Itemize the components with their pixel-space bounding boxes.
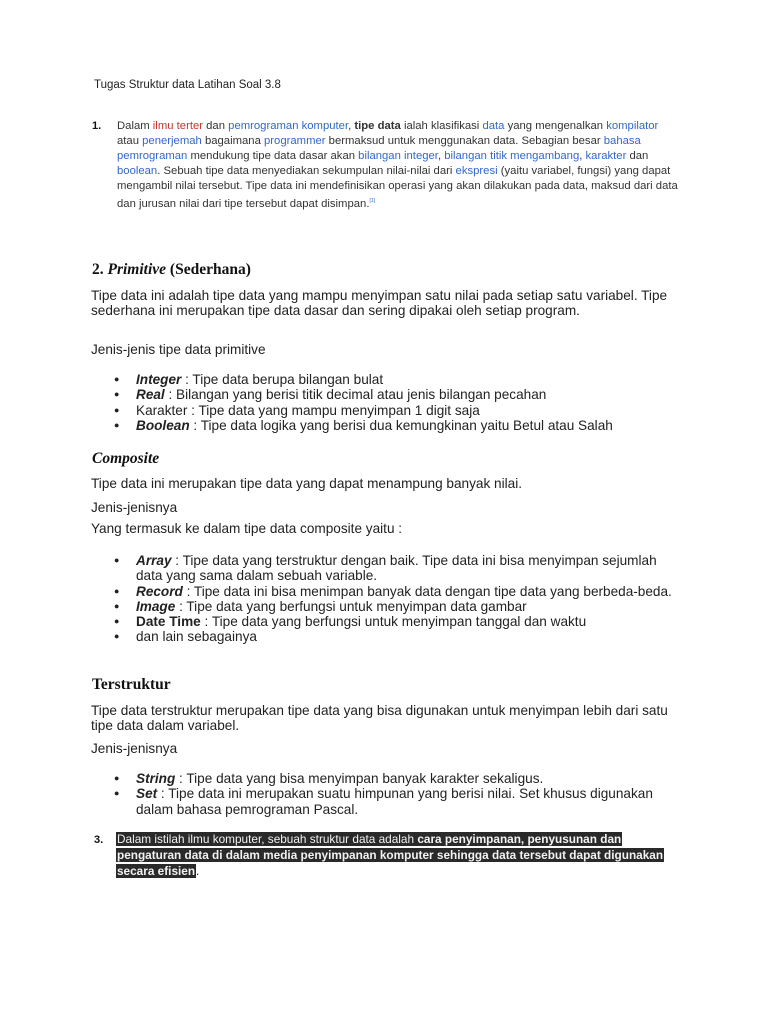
list-item (91, 786, 671, 817)
terstruktur-heading: Terstruktur (92, 676, 171, 693)
primitive-paragraph: Tipe data ini adalah tipe data yang mampu menyimpan satu nilai pada setiap satu variabel. Tipe sederhana ini merupakan tipe data dasar dan sering dipakai oleh setiap program. (91, 288, 668, 319)
bullet-icon: ● (114, 555, 120, 565)
bullet-icon: ● (114, 616, 120, 627)
hyperlink[interactable]: ilmu terter (152, 120, 204, 132)
list-item (91, 418, 711, 433)
bold-term: tipe data (354, 120, 401, 132)
list-item (91, 372, 711, 387)
list-item-term: Real (136, 387, 165, 403)
section-3-number: 3. (94, 834, 104, 846)
list-item-description: : Tipe data berupa bilangan bulat (181, 372, 384, 387)
list-item-description: Karakter : Tipe data yang mampu menyimpan 1 digit saja (136, 402, 480, 418)
list-item-description: : Tipe data yang terstruktur dengan baik. Tipe data ini bisa menyimpan sejumlah data yang sama dalam sebuah variable. (136, 553, 657, 584)
paragraph-text: , (348, 120, 355, 132)
list-item-description: : Tipe data yang berfungsi untuk menyimpan data gambar (175, 598, 527, 614)
paragraph-text: bagaimana (201, 135, 264, 147)
list-item (91, 403, 711, 418)
hyperlink[interactable]: boolean (117, 165, 158, 177)
hyperlink[interactable]: bilangan integer (358, 150, 438, 162)
composite-list (91, 553, 681, 645)
section-1-number: 1. (92, 120, 102, 132)
list-item-term: String (136, 771, 176, 786)
hyperlink[interactable]: karakter (585, 150, 627, 162)
section-1-paragraph (117, 119, 683, 212)
bullet-icon: ● (114, 631, 120, 642)
composite-paragraph: Tipe data ini merupakan tipe data yang dapat menampung banyak nilai. (91, 476, 523, 491)
terstruktur-paragraph: Tipe data terstruktur merupakan tipe data yang bisa digunakan untuk menyimpan lebih dari satu tipe data dalam variabel. (91, 703, 668, 734)
hyperlink[interactable]: kompilator (606, 120, 659, 132)
bullet-icon: ● (114, 600, 120, 611)
list-item (91, 629, 681, 644)
bullet-icon: ● (114, 404, 120, 415)
paragraph-text: bermaksud untuk menggunakan data. Sebagian besar (325, 135, 604, 147)
bullet-icon: ● (114, 419, 120, 430)
bullet-icon: ● (114, 773, 120, 783)
hyperlink[interactable]: data (482, 120, 505, 132)
paragraph-text: ialah klasifikasi (400, 120, 483, 132)
list-item-term: Set (136, 786, 158, 802)
document-title: Tugas Struktur data Latihan Soal 3.8 (94, 79, 281, 91)
list-item-term: Date Time (136, 614, 201, 630)
primitive-heading-number: 2. (92, 261, 104, 278)
paragraph-text: yang mengenalkan (504, 120, 607, 132)
terstruktur-list (91, 771, 671, 817)
hyperlink[interactable]: ekspresi (455, 165, 498, 177)
list-item (91, 599, 681, 614)
list-item-term: Integer (136, 372, 182, 387)
footnote-ref[interactable]: [1] (369, 198, 376, 204)
hyperlink[interactable]: penerjemah (142, 135, 202, 147)
hyperlink[interactable]: programmer (264, 135, 326, 147)
list-item-description: : Tipe data ini bisa menimpan banyak data dengan tipe data yang berbeda-beda. (182, 583, 672, 599)
list-item-term: Record (136, 583, 183, 599)
primitive-heading-subtitle: (Sederhana) (166, 261, 251, 278)
primitive-heading (92, 261, 251, 279)
primitive-list (91, 372, 711, 433)
paragraph-text: Dalam (117, 120, 153, 132)
list-item (91, 614, 681, 629)
list-item (91, 553, 681, 584)
list-item (91, 387, 711, 402)
composite-intro: Yang termasuk ke dalam tipe data composite yaitu : (91, 521, 403, 536)
paragraph-text: atau (117, 135, 143, 147)
section-3-tail: . (196, 863, 200, 878)
list-item-term: Boolean (136, 417, 190, 433)
list-item-description: : Tipe data ini merupakan suatu himpunan yang berisi nilai. Set khusus digunakan dalam bahasa pemrograman Pascal. (136, 786, 653, 817)
list-item (91, 584, 681, 599)
list-item-term: Image (136, 598, 176, 614)
bullet-icon: ● (114, 788, 120, 799)
list-item-term: Array (136, 553, 172, 568)
hyperlink[interactable]: bilangan titik mengambang (444, 150, 580, 162)
paragraph-text: mendukung tipe data dasar akan (187, 150, 359, 162)
paragraph-text: , (579, 150, 586, 162)
list-item (91, 771, 671, 786)
section-3-highlighted-text (116, 832, 676, 879)
bullet-icon: ● (114, 389, 120, 400)
terstruktur-types-label: Jenis-jenisnya (91, 741, 178, 756)
primitive-types-label: Jenis-jenis tipe data primitive (91, 342, 266, 357)
paragraph-text: dan (203, 120, 229, 132)
section-3-bold: cara penyimpanan, penyusunan dan pengaturan data di dalam media penyimpanan komputer sehingga data tersebut dapat digunakan secara efisien (117, 832, 664, 878)
section-3-lead: Dalam istilah ilmu komputer, sebuah struktur data adalah (117, 832, 418, 846)
paragraph-text: , (437, 150, 445, 162)
list-item-description: : Bilangan yang berisi titik decimal atau jenis bilangan pecahan (164, 387, 547, 403)
composite-types-label: Jenis-jenisnya (91, 500, 178, 515)
list-item-description: : Tipe data yang bisa menyimpan banyak karakter sekaligus. (175, 771, 544, 786)
composite-heading: Composite (92, 450, 160, 467)
list-item-description: : Tipe data logika yang berisi dua kemungkinan yaitu Betul atau Salah (189, 417, 613, 433)
paragraph-text: . Sebuah tipe data menyediakan sekumpulan nilai-nilai dari (157, 165, 456, 177)
list-item-description: dan lain sebagainya (136, 629, 257, 645)
hyperlink[interactable]: pemrograman komputer (228, 120, 349, 132)
hyperlink[interactable]: bahasa pemrograman (117, 135, 641, 162)
primitive-heading-title: Primitive (107, 261, 167, 278)
paragraph-text: dan (626, 150, 649, 162)
bullet-icon: ● (114, 374, 120, 384)
bullet-icon: ● (114, 585, 120, 596)
list-item-description: : Tipe data yang berfungsi untuk menyimpan tanggal dan waktu (200, 614, 587, 630)
paragraph-text: (yaitu variabel, fungsi) yang dapat mengambil nilai tersebut. Tipe data ini mendefinisikan operasi yang akan dilakukan pada data, maksud dari data dan jurusan nilai dari tipe tersebut dapat disimpan. (117, 165, 678, 210)
